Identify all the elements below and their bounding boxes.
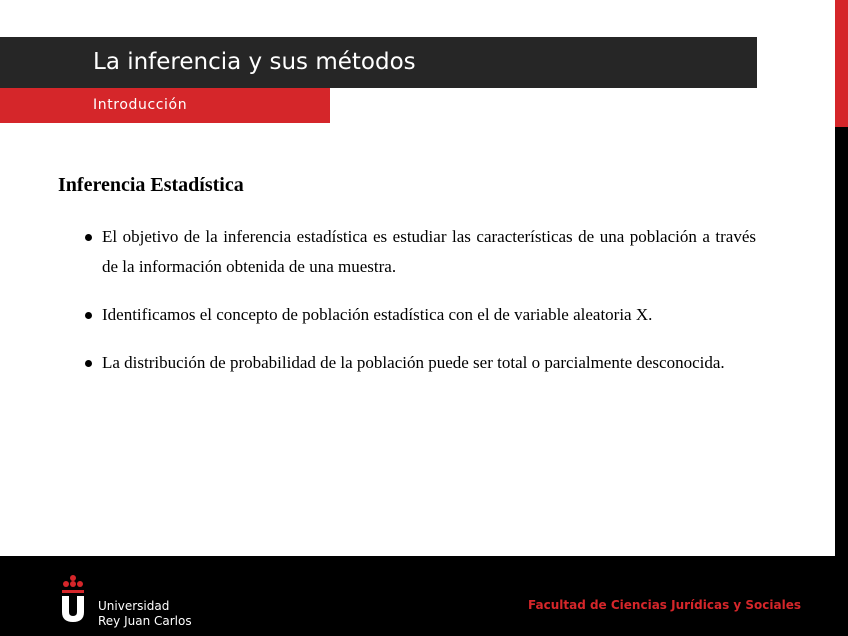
bullet-text: La distribución de probabilidad de la población puede ser total o parcialmente desconocida. (102, 353, 725, 372)
university-name-line1: Universidad (98, 599, 170, 613)
bullet-dot-icon (85, 360, 92, 367)
bullet-text: Identificamos el concepto de población estadística con el de variable aleatoria X. (102, 305, 653, 324)
section-bar (0, 88, 330, 123)
right-accent-red (835, 0, 848, 127)
university-crest-icon (58, 574, 88, 622)
university-name (98, 599, 192, 629)
faculty-name: Facultad de Ciencias Jurídicas y Sociales (528, 598, 801, 612)
slide-title: La inferencia y sus métodos (93, 49, 416, 75)
bullet-item (84, 300, 756, 330)
bullet-dot-icon (85, 312, 92, 319)
university-name-line2: Rey Juan Carlos (98, 614, 192, 628)
bullet-dot-icon (85, 234, 92, 241)
university-logo (58, 568, 208, 628)
section-title: Introducción (93, 97, 188, 113)
bullet-item (84, 348, 756, 378)
bullet-item (84, 222, 756, 282)
content-heading: Inferencia Estadística (58, 174, 244, 196)
title-bar (0, 37, 757, 88)
bullet-text: El objetivo de la inferencia estadística es estudiar las características de una población a través de la información obtenida de una muestra. (102, 227, 756, 276)
right-accent-black (835, 127, 848, 556)
footer (0, 556, 848, 636)
bullet-list (84, 222, 756, 396)
